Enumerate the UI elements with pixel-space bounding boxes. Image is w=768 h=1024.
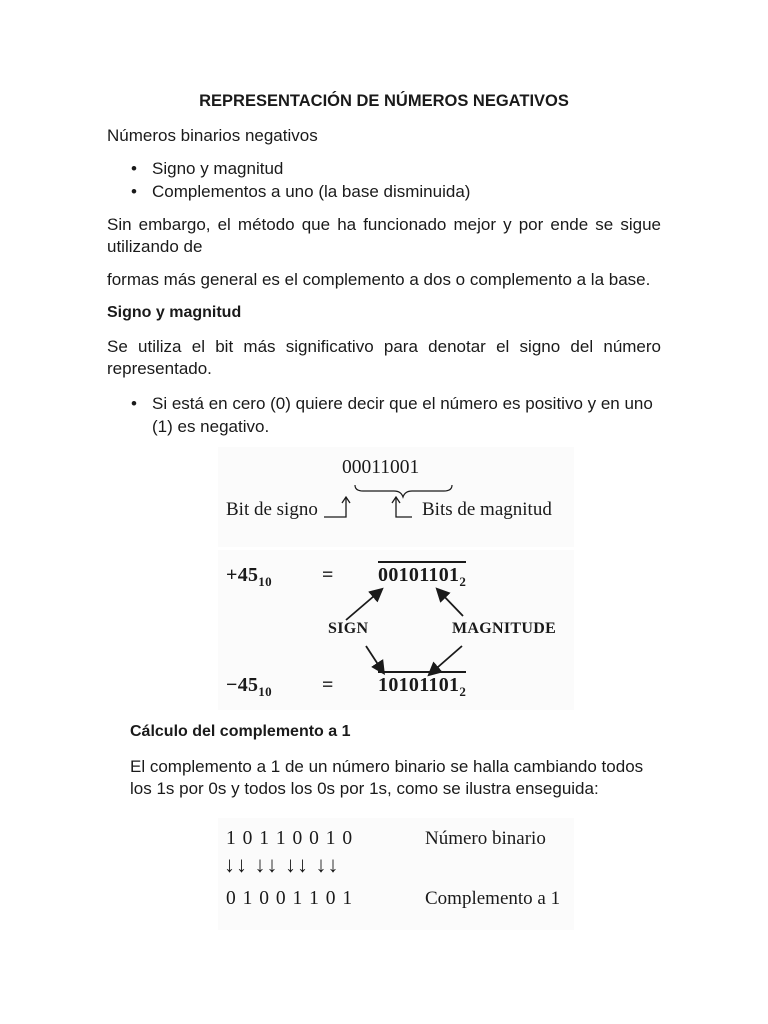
minus-binary: $10101101_2$ [378,671,466,700]
list-item: • Complementos a uno (la base disminuida) [107,180,470,203]
plus-value: $+45_{10}$ [226,564,272,589]
sign-label: SIGN [328,620,369,637]
sign-bit-figure [218,447,574,547]
equals-sign: = [322,674,334,696]
plus-sign-bit: 0 [378,564,389,586]
magnitude-bits: 0011001 [351,457,420,478]
minus-sign-bit: 1 [378,674,389,696]
list-item: • Si está en cero (0) quiere decir que el número es positivo y en uno (1) es negativo. [107,392,661,438]
down-arrows: ↓↓ ↓↓ ↓↓ ↓↓ [224,852,340,877]
page-title: REPRESENTACIÓN DE NÚMEROS NEGATIVOS [199,92,569,110]
binary-row-label: Número binario [425,828,546,849]
methods-list [107,157,470,203]
heading-calculo: Cálculo del complemento a 1 [130,723,351,740]
plus-binary: $00101101_2$ [378,561,466,590]
sign-magnitude-example-figure [218,550,574,710]
binary-row: 1 0 1 1 0 0 1 0 [226,828,353,849]
sign-bit-label: Bit de signo [226,499,318,520]
minus-magnitude: 0101101 [388,674,460,696]
paragraph-formas: formas más general es el complemento a dos o complemento a la base. [107,270,651,289]
intro-text: Números binarios negativos [107,126,318,145]
equals-sign: = [322,564,334,586]
complement-row-label: Complemento a 1 [425,888,561,909]
sign-bit: 0 [342,457,352,478]
pointer-arrows [218,550,574,710]
paragraph-signo: Se utiliza el bit más significativo para denotar el signo del número representado. [107,337,661,378]
ones-complement-figure [218,818,574,930]
magnitude-bits-label: Bits de magnitud [422,499,552,520]
list-item: • Signo y magnitud [107,157,470,180]
plus-magnitude: 0101101 [388,564,460,586]
minus-value: $-45_{10}$ [226,674,272,699]
sign-rule-list [107,392,661,438]
magnitude-label: MAGNITUDE [452,620,557,637]
heading-signo-magnitud: Signo y magnitud [107,304,242,321]
paragraph-embargo: Sin embargo, el método que ha funcionado mejor y por ende se sigue utilizando de [107,215,661,256]
brace-and-arrows [218,447,574,547]
complement-row: 0 1 0 0 1 1 0 1 [226,888,353,909]
paragraph-calculo: El complemento a 1 de un número binario se halla cambiando todos los 1s por 0s y todos los 0s por 1s, como se ilustra enseguida: [130,757,644,798]
